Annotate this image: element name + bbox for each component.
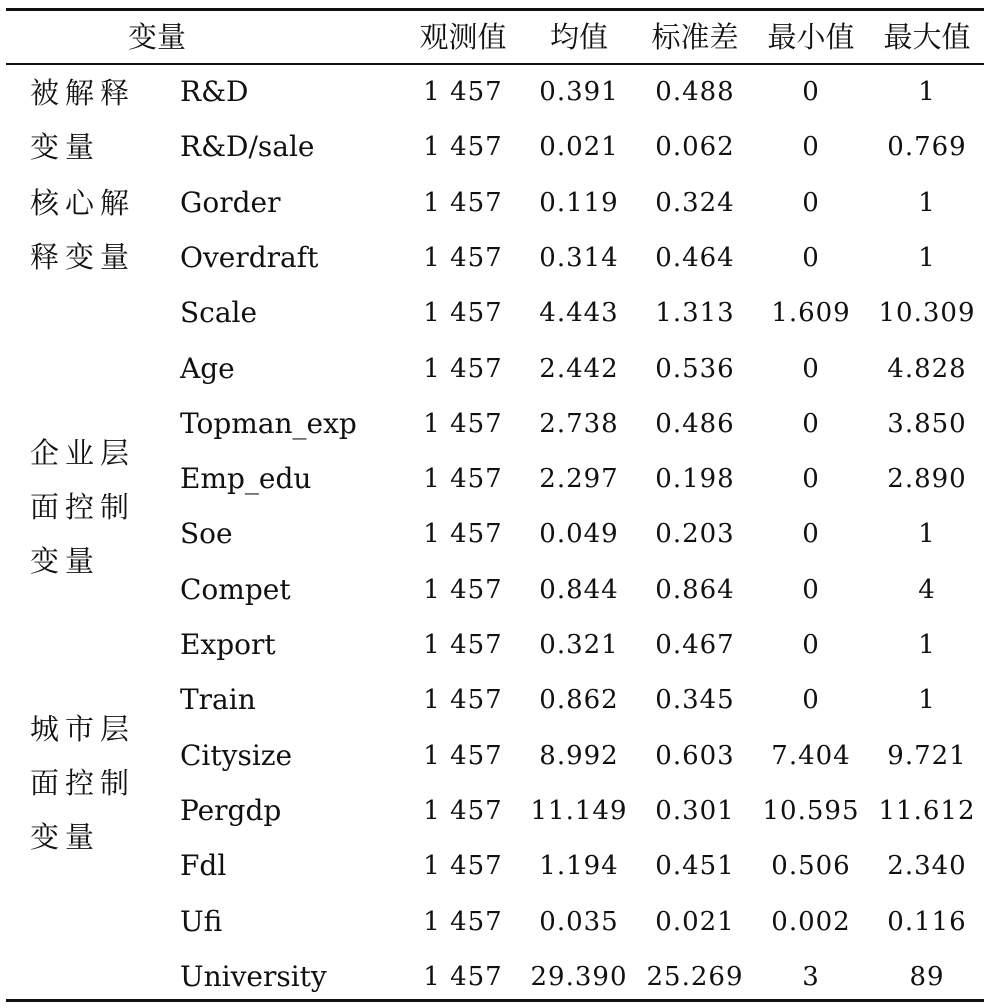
max-value: 11.612 [878, 796, 976, 826]
mean-value: 8.992 [539, 741, 619, 771]
observations-value: 1 457 [423, 298, 503, 328]
observations-value: 1 457 [423, 962, 503, 992]
group-label-firm-controls [30, 426, 135, 588]
variable-name: Overdraft [180, 241, 319, 274]
variable-name: Gorder [180, 186, 281, 219]
max-value: 1 [918, 519, 936, 549]
max-value: 0.769 [887, 132, 967, 162]
std-dev-value: 1.313 [655, 298, 735, 328]
table-top-rule [6, 8, 984, 11]
mean-value: 0.321 [539, 630, 619, 660]
min-value: 1.609 [771, 298, 851, 328]
mean-value: 4.443 [539, 298, 619, 328]
mean-value: 0.049 [539, 519, 619, 549]
variable-name: Topman_exp [180, 407, 357, 440]
table-bottom-rule [6, 999, 984, 1002]
max-value: 1 [918, 77, 936, 107]
min-value: 7.404 [771, 741, 851, 771]
max-value: 3.850 [887, 409, 967, 439]
std-dev-value: 0.536 [655, 354, 735, 384]
group-label-core [30, 176, 135, 284]
min-value: 0.002 [771, 907, 851, 937]
max-value: 2.890 [887, 464, 967, 494]
variable-name: R&D/sale [180, 130, 315, 163]
max-value: 89 [909, 962, 945, 992]
group-label-line: 企业层 [30, 436, 136, 470]
group-label-line: 变量 [30, 820, 101, 854]
group-label-line: 核心解 [30, 186, 136, 220]
observations-value: 1 457 [423, 907, 503, 937]
header-max: 最大值 [883, 20, 971, 54]
max-value: 4.828 [887, 354, 967, 384]
std-dev-value: 0.203 [655, 519, 735, 549]
group-label-dependent [30, 66, 135, 174]
min-value: 0 [802, 132, 820, 162]
std-dev-value: 25.269 [646, 962, 744, 992]
min-value: 0 [802, 630, 820, 660]
observations-value: 1 457 [423, 685, 503, 715]
mean-value: 0.021 [539, 132, 619, 162]
header-min: 最小值 [767, 20, 855, 54]
variable-name: Soe [180, 517, 233, 550]
variable-name: R&D [180, 75, 249, 108]
observations-value: 1 457 [423, 575, 503, 605]
mean-value: 2.738 [539, 409, 619, 439]
header-mean: 均值 [549, 20, 609, 54]
mean-value: 0.844 [539, 575, 619, 605]
std-dev-value: 0.062 [655, 132, 735, 162]
header-std-dev: 标准差 [651, 20, 739, 54]
variable-name: Pergdp [180, 794, 282, 827]
min-value: 0 [802, 685, 820, 715]
observations-value: 1 457 [423, 851, 503, 881]
min-value: 0 [802, 77, 820, 107]
header-observations: 观测值 [419, 20, 507, 54]
variable-name: Train [180, 683, 256, 716]
group-label-line: 变量 [30, 130, 101, 164]
variable-name: Age [180, 352, 235, 385]
observations-value: 1 457 [423, 796, 503, 826]
std-dev-value: 0.603 [655, 741, 735, 771]
min-value: 0 [802, 409, 820, 439]
observations-value: 1 457 [423, 243, 503, 273]
std-dev-value: 0.301 [655, 796, 735, 826]
observations-value: 1 457 [423, 630, 503, 660]
variable-name: Ufi [180, 905, 223, 938]
mean-value: 0.391 [539, 77, 619, 107]
group-label-line: 变量 [30, 544, 101, 578]
std-dev-value: 0.467 [655, 630, 735, 660]
group-label-line: 面控制 [30, 490, 136, 524]
mean-value: 29.390 [530, 962, 628, 992]
variable-name: Emp_edu [180, 462, 312, 495]
mean-value: 0.119 [539, 188, 619, 218]
max-value: 2.340 [887, 851, 967, 881]
min-value: 0 [802, 354, 820, 384]
variable-name: Scale [180, 296, 258, 329]
mean-value: 0.035 [539, 907, 619, 937]
std-dev-value: 0.451 [655, 851, 735, 881]
table-header-rule [6, 63, 984, 65]
observations-value: 1 457 [423, 464, 503, 494]
std-dev-value: 0.488 [655, 77, 735, 107]
variable-name: Fdl [180, 849, 227, 882]
std-dev-value: 0.464 [655, 243, 735, 273]
mean-value: 2.442 [539, 354, 619, 384]
min-value: 0.506 [771, 851, 851, 881]
min-value: 0 [802, 575, 820, 605]
header-variable: 变量 [127, 20, 187, 54]
max-value: 1 [918, 685, 936, 715]
std-dev-value: 0.198 [655, 464, 735, 494]
group-label-line: 城市层 [30, 712, 136, 746]
min-value: 0 [802, 243, 820, 273]
mean-value: 0.862 [539, 685, 619, 715]
min-value: 0 [802, 464, 820, 494]
std-dev-value: 0.486 [655, 409, 735, 439]
max-value: 1 [918, 243, 936, 273]
max-value: 9.721 [887, 741, 967, 771]
mean-value: 11.149 [530, 796, 628, 826]
observations-value: 1 457 [423, 409, 503, 439]
observations-value: 1 457 [423, 519, 503, 549]
max-value: 10.309 [878, 298, 976, 328]
mean-value: 0.314 [539, 243, 619, 273]
mean-value: 1.194 [539, 851, 619, 881]
max-value: 4 [918, 575, 936, 605]
mean-value: 2.297 [539, 464, 619, 494]
observations-value: 1 457 [423, 354, 503, 384]
max-value: 0.116 [887, 907, 967, 937]
max-value: 1 [918, 188, 936, 218]
variable-name: University [180, 960, 327, 993]
std-dev-value: 0.324 [655, 188, 735, 218]
min-value: 10.595 [762, 796, 860, 826]
min-value: 3 [802, 962, 820, 992]
group-label-line: 面控制 [30, 766, 136, 800]
group-label-line: 被解释 [30, 76, 136, 110]
min-value: 0 [802, 519, 820, 549]
variable-name: Compet [180, 573, 291, 606]
std-dev-value: 0.864 [655, 575, 735, 605]
observations-value: 1 457 [423, 132, 503, 162]
max-value: 1 [918, 630, 936, 660]
observations-value: 1 457 [423, 188, 503, 218]
min-value: 0 [802, 188, 820, 218]
variable-name: Export [180, 628, 276, 661]
group-label-line: 释变量 [30, 240, 136, 274]
std-dev-value: 0.345 [655, 685, 735, 715]
group-label-city-controls [30, 702, 135, 864]
observations-value: 1 457 [423, 77, 503, 107]
observations-value: 1 457 [423, 741, 503, 771]
variable-name: Citysize [180, 739, 293, 772]
std-dev-value: 0.021 [655, 907, 735, 937]
